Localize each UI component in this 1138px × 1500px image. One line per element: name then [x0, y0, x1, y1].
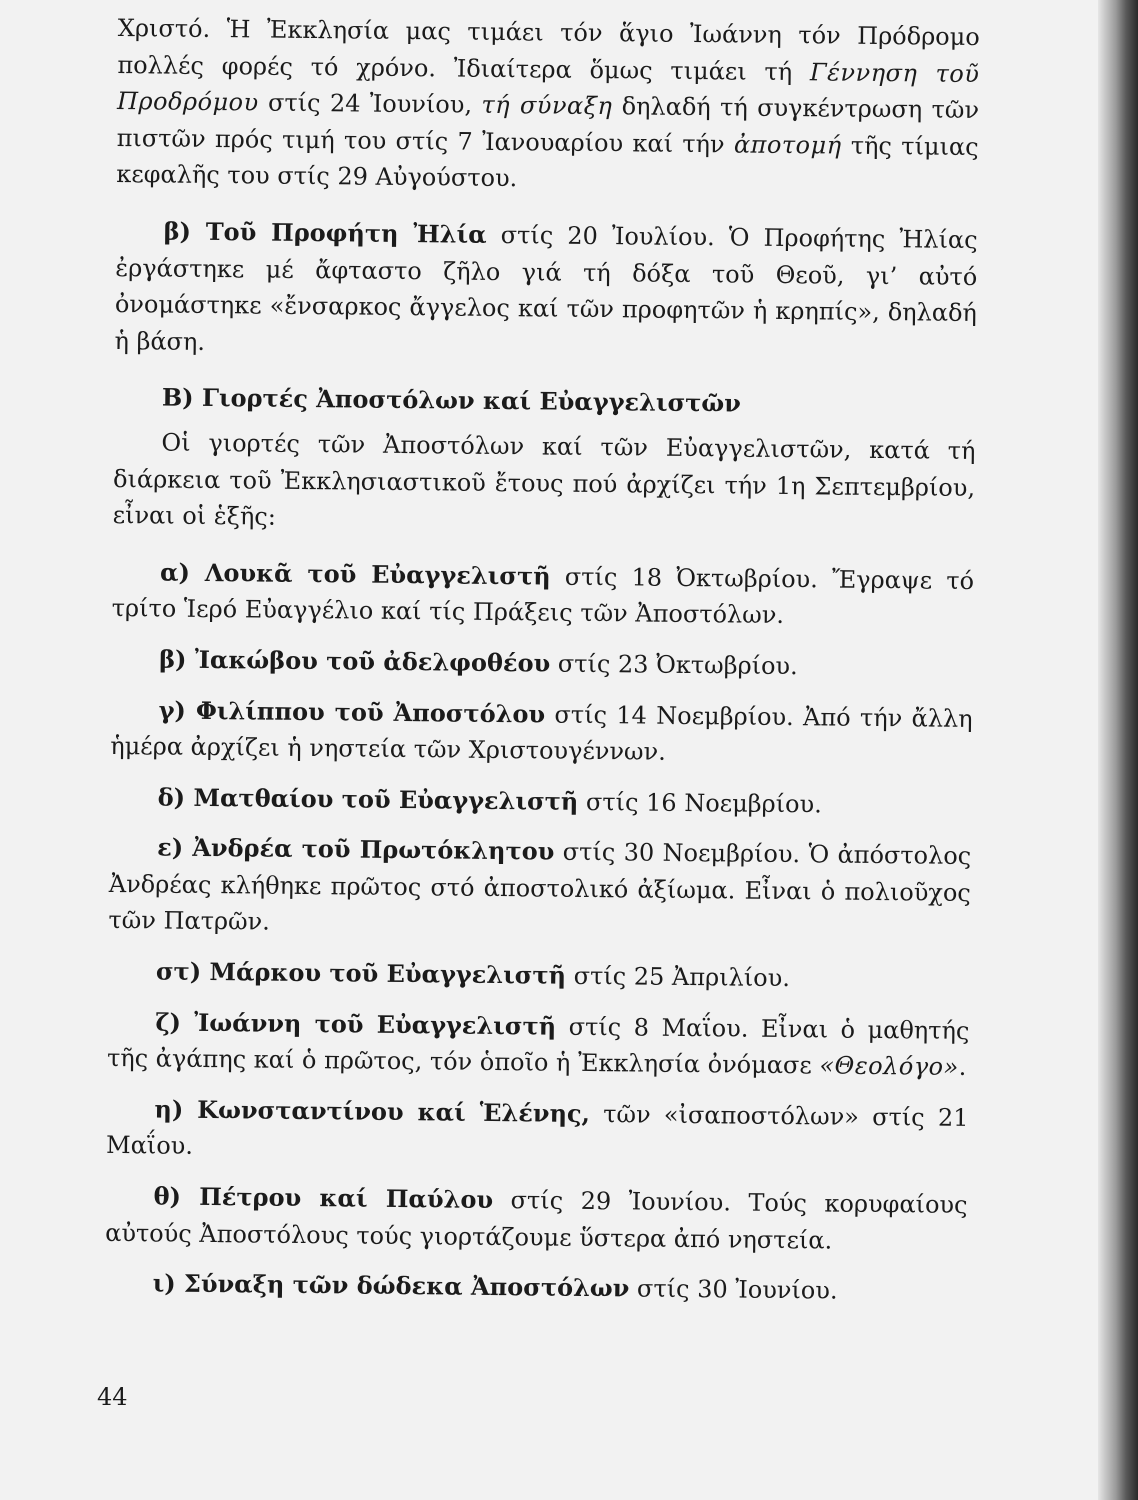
- emphasis-birth: Γέννηση τοῦ Προδρόμου: [116, 57, 980, 117]
- list-item: ε) Ἀνδρέα τοῦ Πρωτόκλητου στίς 30 Νοεμβρίου. Ὁ ἀπόστολος Ἀνδρέας κλήθηκε πρῶτος στό ἀποστολικό ἀξίωμα. Εἶναι ὁ πολιοῦχος τῶν Πατρῶν.: [108, 832, 972, 937]
- emphasis-synaxis: τή σύναξη: [481, 90, 613, 121]
- page-number: 44: [97, 1383, 128, 1411]
- list-item: γ) Φιλίππου τοῦ Ἀποστόλου στίς 14 Νοεμβρίου. Ἀπό τήν ἄλλη ἡμέρα ἀρχίζει ἡ νηστεία τῶν Χριστουγέννων.: [110, 694, 973, 766]
- list-item: θ) Πέτρου καί Παύλου στίς 29 Ἰουνίου. Τούς κορυφαίους αὐτούς Ἀποστόλους τούς γιορτάζουμε ὕστερα ἀπό νηστεία.: [105, 1181, 968, 1255]
- ilias-title: β) Τοῦ Προφήτη Ἠλία: [163, 216, 487, 249]
- list-item: ζ) Ἰωάννη τοῦ Εὐαγγελιστῆ στίς 8 Μαΐου. Εἶναι ὁ μαθητής τῆς ἀγάπης καί ὁ πρῶτος, τόν ὁποῖο ἡ Ἐκκλησία ὀνόμασε «Θεολόγο».: [106, 1007, 970, 1082]
- list-item: β) Ἰακώβου τοῦ ἀδελφοθέου στίς 23 Ὀκτωβρίου.: [159, 644, 798, 681]
- ilias-paragraph: β) Τοῦ Προφήτη Ἠλία στίς 20 Ἰουλίου. Ὁ Προφήτης Ἠλίας ἐργάστηκε μέ ἄφταστο ζῆλο γιά τή δόξα τοῦ Θεοῦ, γι’ αὐτό ὀνομάστηκε «ἔνσαρκος ἄγγελος καί τῶν προφητῶν ἡ κρηπίς», δηλαδή ἡ βάση.: [114, 216, 978, 356]
- section-intro: Οἱ γιορτές τῶν Ἀποστόλων καί τῶν Εὐαγγελιστῶν, κατά τή διάρκεια τοῦ Ἐκκλησιαστικοῦ ἔτους πού ἀρχίζει τήν 1η Σεπτεμβρίου, εἶναι οἱ ἑξῆς:: [112, 428, 976, 531]
- intro-paragraph: Χριστό. Ἡ Ἐκκλησία μας τιμάει τόν ἅγιο Ἰωάννη τόν Πρόδρομο πολλές φορές τό χρόνο. Ἰδιαίτερα ὅμως τιμάει τή Γέννηση τοῦ Προδρόμου στίς 24 Ἰουνίου, τή σύναξη δηλαδή τή συγκέντρωση τῶν πιστῶν πρός τιμή του στίς 7 Ἰανουαρίου καί τήν ἀποτομή τῆς τίμιας κεφαλῆς του στίς 29 Αὐγούστου.: [116, 13, 980, 193]
- list-item: α) Λουκᾶ τοῦ Εὐαγγελιστῆ στίς 18 Ὀκτωβρίου. Ἔγραψε τό τρίτο Ἱερό Εὐαγγέλιο καί τίς Πράξεις τῶν Ἀποστόλων.: [111, 557, 975, 630]
- page-shadow-edge: [1098, 0, 1138, 1500]
- section-heading: Β) Γιορτές Ἀποστόλων καί Εὐαγγελιστῶν: [161, 382, 742, 418]
- list-item: δ) Ματθαίου τοῦ Εὐαγγελιστῆ στίς 16 Νοεμβρίου.: [157, 782, 822, 819]
- emphasis-theologos: «Θεολόγο»: [819, 1051, 959, 1082]
- list-item: ι) Σύναξη τῶν δώδεκα Ἀποστόλων στίς 30 Ἰουνίου.: [152, 1268, 838, 1305]
- list-item: στ) Μάρκου τοῦ Εὐαγγελιστῆ στίς 25 Ἀπριλίου.: [155, 956, 791, 993]
- list-item: η) Κωνσταντίνου καί Ἑλένης, τῶν «ἰσαποστόλων» στίς 21 Μαΐου.: [105, 1094, 969, 1161]
- emphasis-beheading: ἀποτομή: [733, 130, 842, 160]
- page-text: [104, 10, 979, 1311]
